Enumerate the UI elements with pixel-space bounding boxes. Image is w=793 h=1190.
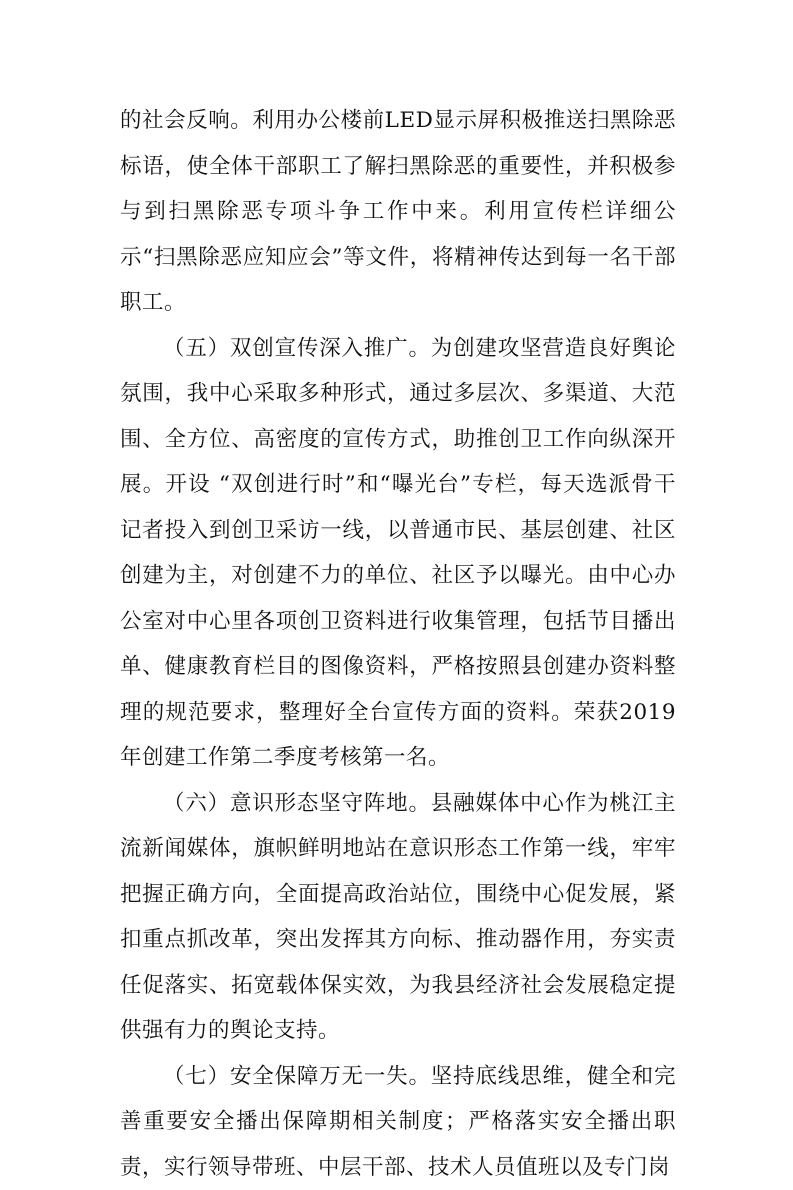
- paragraph-section-5: （五）双创宣传深入推广。为创建攻坚营造良好舆论氛围，我中心采取多种形式，通过多层次、多渠道、大范围、全方位、高密度的宣传方式，助推创卫工作向纵深开展。开设 “双创进行时”和“曝光台”专栏，每天选派骨干记者投入到创卫采访一线，以普通市民、基层创建、社区创建为主，对创建不力的单位、社区予以曝光。由中心办公室对中心里各项创卫资料进行收集管理，包括节目播出单、健康教育栏目的图像资料，严格按照县创建办资料整理的规范要求，整理好全台宣传方面的资料。荣获2019年创建工作第二季度考核第一名。: [120, 326, 676, 781]
- paragraph-section-7: （七）安全保障万无一失。坚持底线思维，健全和完善重要安全播出保障期相关制度；严格落实安全播出职责，实行领导带班、中层干部、技术人员值班以及专门岗: [120, 1054, 676, 1190]
- paragraph-continuation: 的社会反响。利用办公楼前LED显示屏积极推送扫黑除恶标语，使全体干部职工了解扫黑除恶的重要性，并积极参与到扫黑除恶专项斗争工作中来。利用宣传栏详细公示“扫黑除恶应知应会”等文件，将精神传达到每一名干部职工。: [120, 98, 676, 326]
- paragraph-section-6: （六）意识形态坚守阵地。县融媒体中心作为桃江主流新闻媒体，旗帜鲜明地站在意识形态工作第一线，牢牢把握正确方向，全面提高政治站位，围绕中心促发展，紧扣重点抓改革，突出发挥其方向标、推动器作用，夯实责任促落实、拓宽载体保实效，为我县经济社会发展稳定提供强有力的舆论支持。: [120, 781, 676, 1054]
- document-page: [120, 98, 676, 1190]
